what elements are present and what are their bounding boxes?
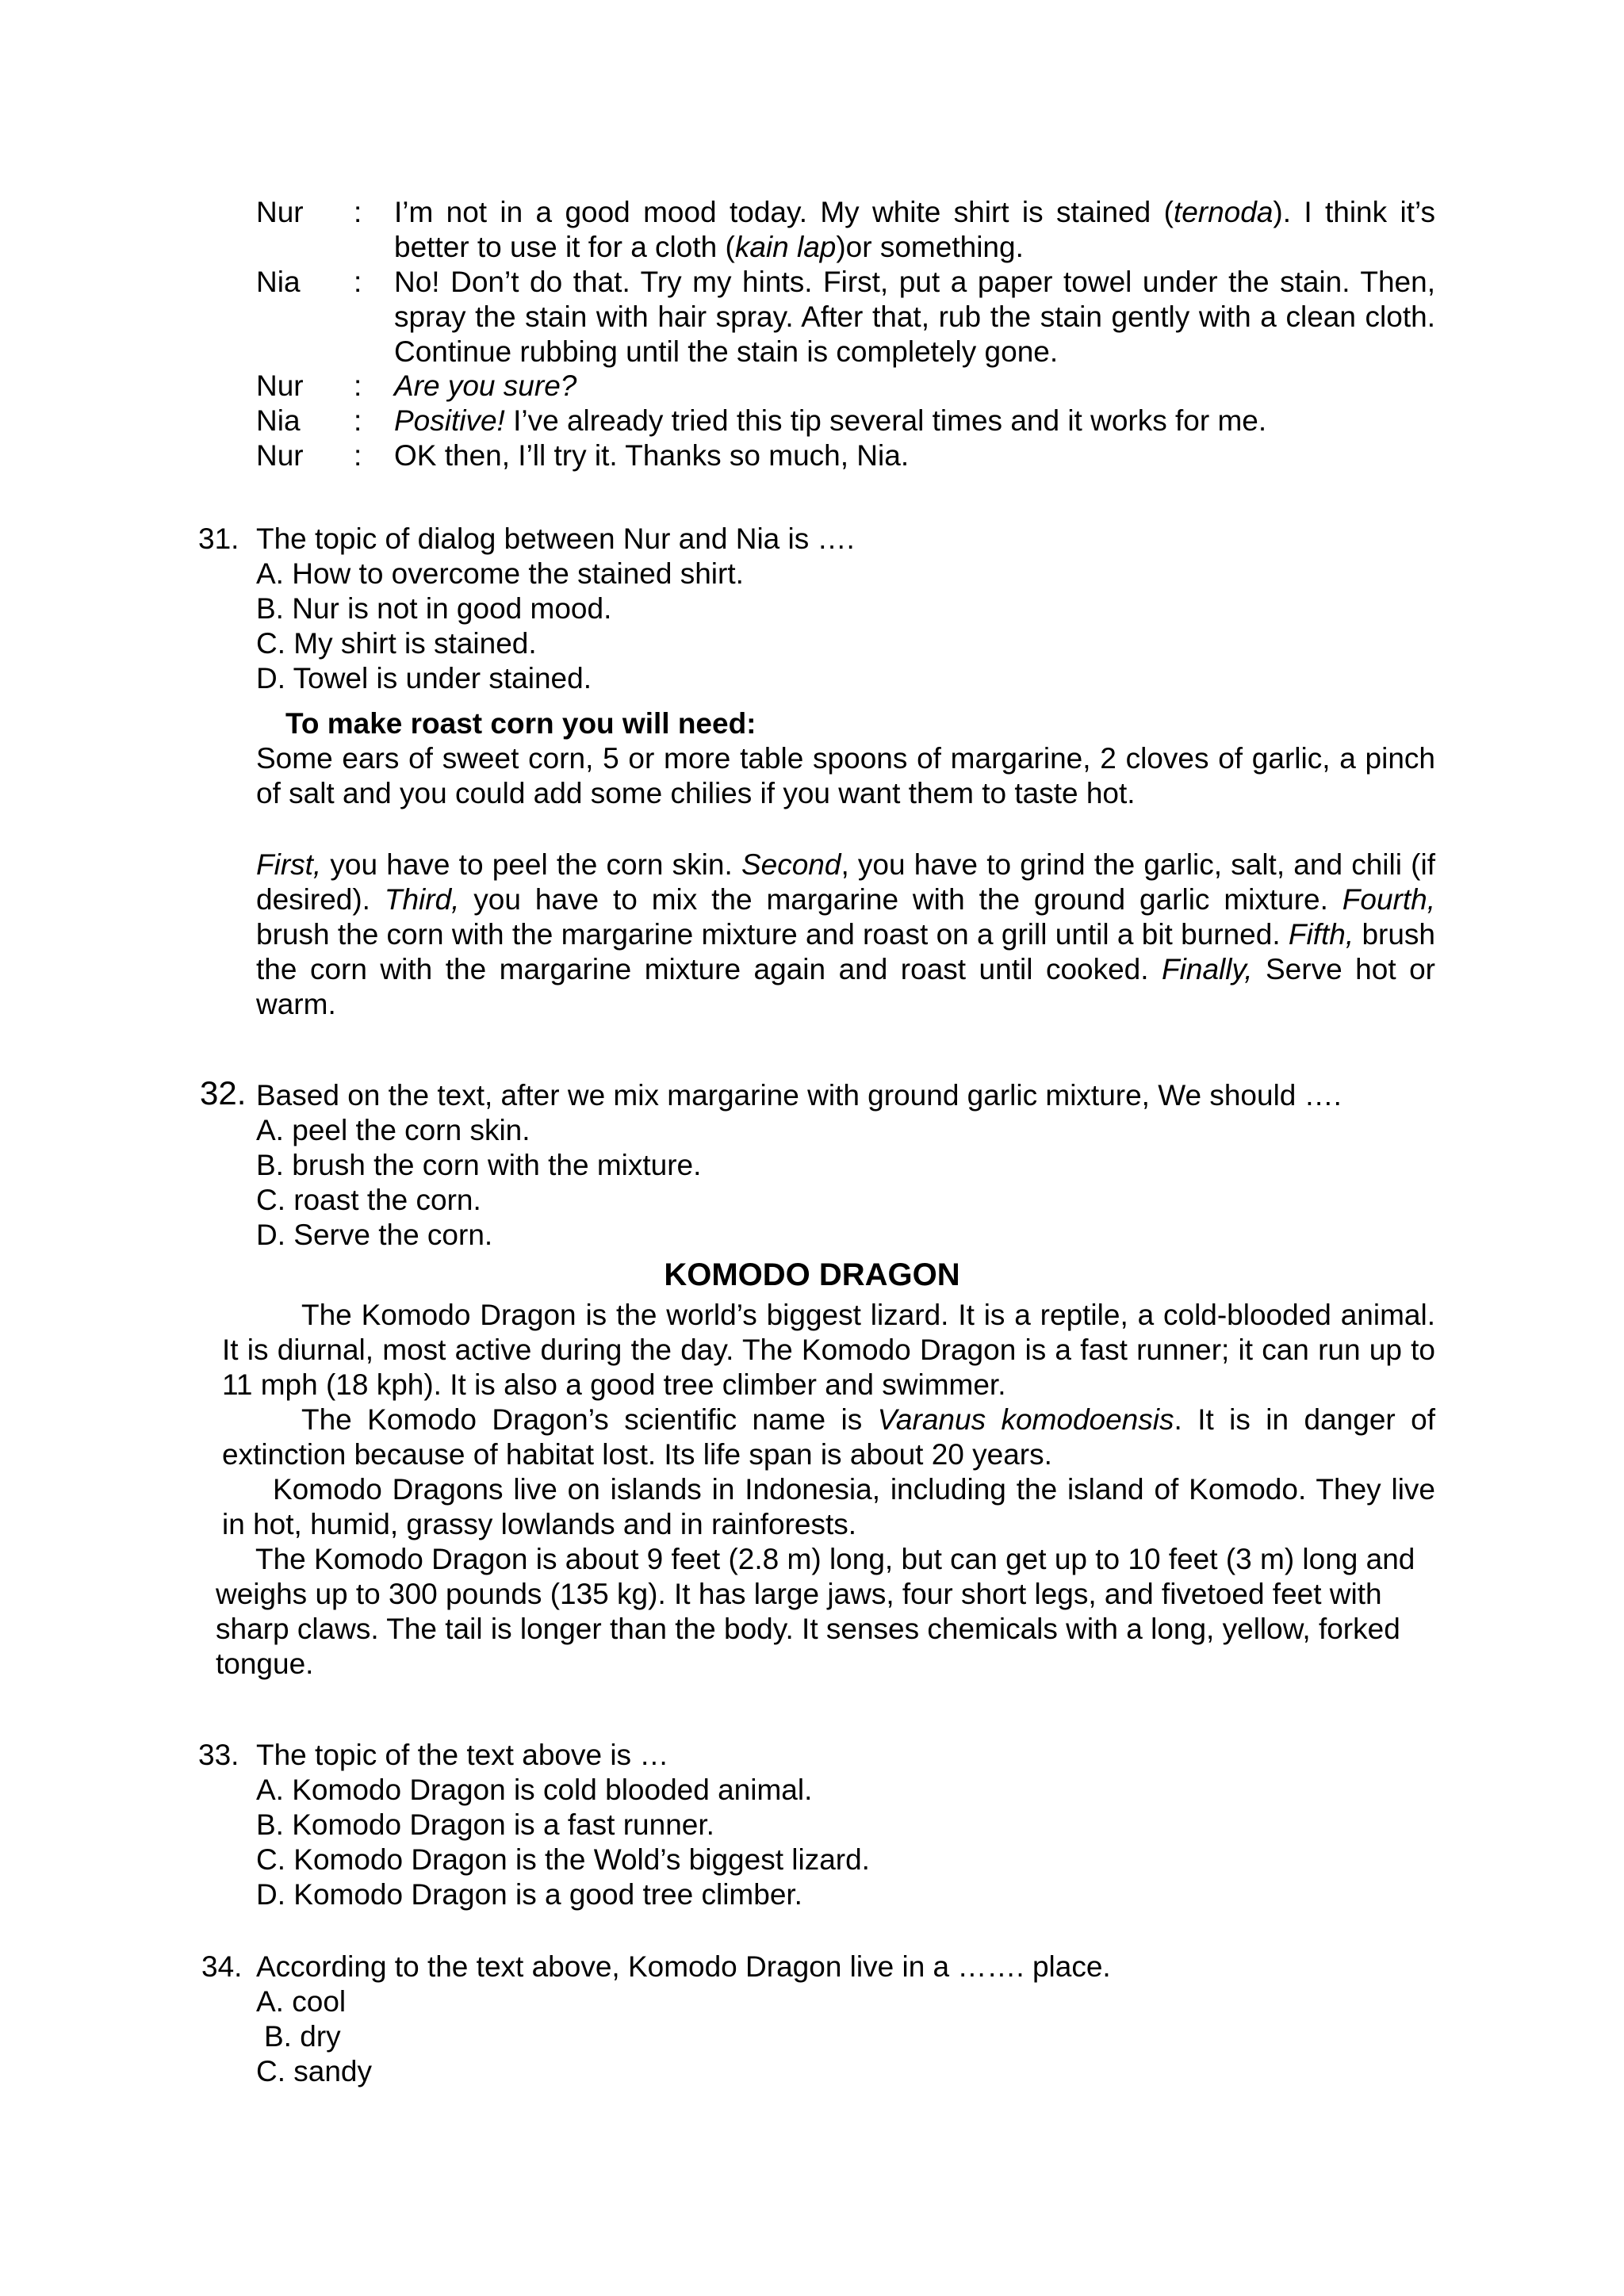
dialog-text: Positive! I’ve already tried this tip several times and it works for me. (394, 404, 1267, 437)
colon: : (354, 196, 362, 228)
question-number: 33. (198, 1739, 239, 1771)
recipe-ingredients: Some ears of sweet corn, 5 or more table spoons of margarine, 2 cloves of garlic, a pinch of salt and you could add some chilies if you want them to taste hot. (256, 742, 1435, 809)
answer-option[interactable]: D. Towel is under stained. (256, 662, 592, 695)
answer-option[interactable]: B. dry (264, 2020, 341, 2053)
speaker-label: Nur (256, 439, 304, 472)
answer-option[interactable]: A. Komodo Dragon is cold blooded animal. (256, 1774, 813, 1806)
dialog-text: Are you sure? (394, 369, 577, 402)
question-text: The topic of the text above is … (256, 1739, 669, 1771)
speaker-label: Nur (256, 369, 304, 402)
dialog-text: OK then, I’ll try it. Thanks so much, Nia. (394, 439, 910, 472)
question-text: The topic of dialog between Nur and Nia is …. (256, 522, 855, 555)
colon: : (354, 439, 362, 472)
dialog-text: I’m not in a good mood today. My white shirt is stained (ternoda). I think it’s better to use it for a cloth (kain lap)or something. (394, 196, 1435, 263)
recipe-heading: To make roast corn you will need: (285, 707, 756, 740)
answer-option[interactable]: B. Nur is not in good mood. (256, 592, 612, 625)
recipe-steps: First, you have to peel the corn skin. Second, you have to grind the garlic, salt, and chili (if desired). Third, you have to mix the margarine with the ground garlic mixture. Fourth, brush the corn with the margarine mixture and roast on a grill until a bit burned. Fifth, brush the corn with the margarine mixture again and roast until cooked. Finally, Serve hot or warm. (256, 848, 1435, 1020)
question-number: 32. (200, 1074, 247, 1112)
question-number: 34. (201, 1950, 243, 1983)
answer-option[interactable]: B. Komodo Dragon is a fast runner. (256, 1808, 714, 1841)
answer-option[interactable]: A. peel the corn skin. (256, 1114, 530, 1146)
question-number: 31. (198, 522, 239, 555)
speaker-label: Nia (256, 266, 301, 298)
dialog-text: No! Don’t do that. Try my hints. First, put a paper towel under the stain. Then, spray the stain with hair spray. After that, rub the stain gently with a clean cloth. Continue rubbing until the stain is completely gone. (394, 266, 1435, 368)
passage-paragraph: Komodo Dragons live on islands in Indonesia, including the island of Komodo. They live in hot, humid, grassy lowlands and in rainforests. (222, 1473, 1435, 1540)
answer-option[interactable]: D. Komodo Dragon is a good tree climber. (256, 1878, 802, 1911)
answer-option[interactable]: C. sandy (256, 2055, 373, 2087)
answer-option[interactable]: C. My shirt is stained. (256, 627, 537, 660)
answer-option[interactable]: C. Komodo Dragon is the Wold’s biggest lizard. (256, 1843, 870, 1876)
question-text: According to the text above, Komodo Dragon live in a ……. place. (256, 1950, 1111, 1983)
answer-option[interactable]: A. How to overcome the stained shirt. (256, 557, 744, 590)
colon: : (354, 369, 362, 402)
passage-paragraph: The Komodo Dragon’s scientific name is Varanus komodoensis. It is in danger of extinction because of habitat lost. Its life span is about 20 years. (222, 1403, 1436, 1471)
passage-paragraph: The Komodo Dragon is the world’s biggest lizard. It is a reptile, a cold-blooded animal. It is diurnal, most active during the day. The Komodo Dragon is a fast runner; it can run up to 11 mph (18 kph). It is also a good tree climber and swimmer. (222, 1299, 1435, 1401)
answer-option[interactable]: B. brush the corn with the mixture. (256, 1149, 702, 1181)
answer-option[interactable]: A. cool (256, 1985, 347, 2018)
speaker-label: Nia (256, 404, 301, 437)
colon: : (354, 266, 362, 298)
answer-option[interactable]: C. roast the corn. (256, 1184, 481, 1216)
speaker-label: Nur (256, 196, 304, 228)
colon: : (354, 404, 362, 437)
passage-title: KOMODO DRAGON (664, 1257, 960, 1292)
passage-paragraph: The Komodo Dragon is about 9 feet (2.8 m) long, but can get up to 10 feet (3 m) long and weighs up to 300 pounds (135 kg). It has large jaws, four short legs, and fivetoed feet with sharp claws. The tail is longer than the body. It senses chemicals with a long, yellow, forked tongue. (216, 1543, 1415, 1680)
question-text: Based on the text, after we mix margarine with ground garlic mixture, We should …. (256, 1079, 1342, 1112)
answer-option[interactable]: D. Serve the corn. (256, 1219, 493, 1251)
